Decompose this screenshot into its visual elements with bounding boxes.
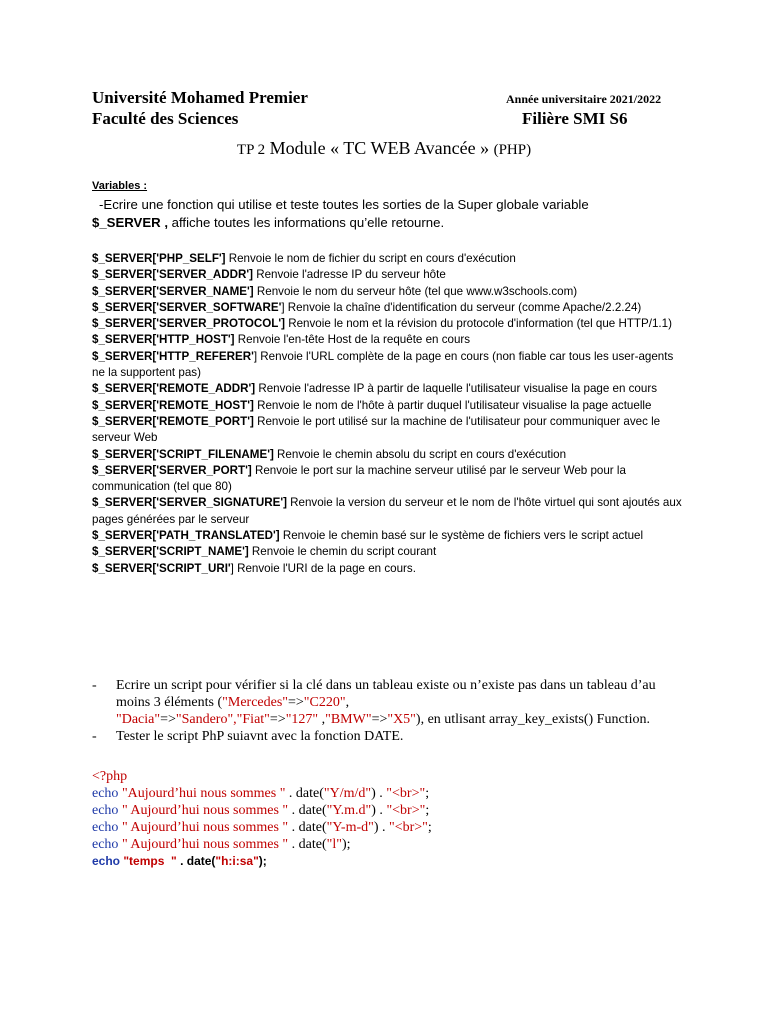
code-line: echo "Aujourd’hui nous sommes " . date("Y/m/d") . "<br>"; bbox=[92, 786, 430, 801]
server-variable-item bbox=[92, 332, 682, 348]
server-variable-key: $_SERVER['SERVER_ADDR'] bbox=[92, 268, 254, 282]
exercise-1-text-b: ), en utlisant array_key_exists() Function. bbox=[415, 712, 650, 727]
server-variable-key: $_SERVER['SCRIPT_FILENAME'] bbox=[92, 447, 274, 461]
array-key: "BMW" bbox=[325, 712, 372, 727]
array-arrow: => bbox=[288, 695, 304, 710]
server-variable-item bbox=[92, 381, 682, 397]
server-variable-item bbox=[92, 495, 682, 528]
server-variable-item bbox=[92, 414, 682, 447]
code-line: echo " Aujourd’hui nous sommes " . date("l"); bbox=[92, 837, 351, 852]
server-variables-list bbox=[92, 251, 682, 577]
server-variable-description: Renvoie le nom du serveur hôte (tel que www.w3schools.com) bbox=[253, 284, 578, 298]
array-key: "Dacia" bbox=[116, 712, 161, 727]
server-variable-key: $_SERVER['SERVER_NAME'] bbox=[92, 284, 254, 298]
instruction-line-2-text: affiche toutes les informations qu’elle retourne. bbox=[168, 215, 445, 230]
server-variable-description: ] Renvoie l'URL complète de la page en cours (non fiable car tous les user-agents ne la supportent pas) bbox=[92, 349, 674, 380]
code-line: echo " Aujourd’hui nous sommes " . date("Y.m.d") . "<br>"; bbox=[92, 803, 430, 818]
server-variable-description: Renvoie le nom de fichier du script en cours d'exécution bbox=[225, 252, 516, 265]
server-variable-description: Renvoie le chemin absolu du script en cours d'exécution bbox=[273, 447, 567, 461]
server-variable-item bbox=[92, 267, 682, 283]
filiere-label: Filière SMI S6 bbox=[522, 109, 628, 128]
array-arrow: => bbox=[269, 712, 286, 727]
server-variable-item bbox=[92, 284, 682, 300]
server-variable-description: Renvoie l'en-tête Host de la requête en cours bbox=[234, 333, 471, 347]
server-variable-description: Renvoie le nom et la révision du protocole d'information (tel que HTTP/1.1) bbox=[285, 317, 672, 331]
server-variable-description: Renvoie la version du serveur et le nom de l'hôte virtuel qui sont ajoutés aux pages générées par le serveur bbox=[92, 496, 682, 526]
server-variable-key: $_SERVER['REMOTE_HOST'] bbox=[92, 398, 254, 412]
server-variable-item bbox=[92, 528, 682, 544]
server-variable-key: $_SERVER['SERVER_PORT'] bbox=[92, 463, 252, 477]
server-variable-description: Renvoie le port utilisé sur la machine de l'utilisateur pour communiquer avec le serveur Web bbox=[92, 414, 661, 445]
server-variable-item bbox=[92, 561, 682, 577]
server-variable-item bbox=[92, 251, 682, 267]
server-variable-key: $_SERVER['SCRIPT_URI' bbox=[92, 561, 231, 575]
variables-heading: Variables : bbox=[92, 180, 148, 192]
instruction-line-1: -Ecrire une fonction qui utilise et teste toutes les sorties de la Super globale variable bbox=[99, 197, 589, 212]
server-variable-description: Renvoie le chemin basé sur le système de fichiers vers le script actuel bbox=[279, 529, 644, 543]
server-variable-item bbox=[92, 463, 682, 496]
server-variable-description: Renvoie le nom de l'hôte à partir duquel l'utilisateur visualise la page actuelle bbox=[253, 398, 652, 412]
array-arrow: => bbox=[371, 712, 388, 727]
exercise-item bbox=[92, 677, 672, 728]
instruction-line-2 bbox=[92, 214, 692, 232]
server-variable-item bbox=[92, 544, 682, 560]
list-dash: - bbox=[92, 678, 97, 693]
exercise-1-text-a: Ecrire un script pour vérifier si la clé dans un tableau existe ou n’existe pas dans un tableau d’au moins 3 éléments ( bbox=[116, 678, 656, 710]
server-variable-key: $_SERVER['REMOTE_PORT'] bbox=[92, 414, 254, 428]
code-line: echo " Aujourd’hui nous sommes " . date("Y-m-d") . "<br>"; bbox=[92, 820, 432, 835]
server-variable-description: ] Renvoie la chaîne d'identification du serveur (comme Apache/2.2.24) bbox=[281, 300, 642, 314]
server-variable-description: Renvoie l'adresse IP à partir de laquelle l'utilisateur visualise la page en cours bbox=[255, 382, 657, 396]
array-separator: , bbox=[318, 712, 326, 727]
server-variable-description: ] Renvoie l'URI de la page en cours. bbox=[230, 561, 416, 575]
server-variable-key: $_SERVER['SERVER_SIGNATURE'] bbox=[92, 496, 287, 510]
server-variable-description: Renvoie le port sur la machine serveur utilisé par le serveur Web pour la communication (tel que 80) bbox=[92, 463, 626, 494]
university-name: Université Mohamed Premier bbox=[92, 88, 308, 107]
server-variable-key: $_SERVER['HTTP_REFERER' bbox=[92, 349, 254, 363]
php-code-block bbox=[92, 768, 652, 870]
server-variable-item bbox=[92, 398, 682, 414]
array-arrow: => bbox=[160, 712, 176, 727]
tp-number: TP 2 bbox=[236, 142, 266, 158]
server-variable-item bbox=[92, 349, 682, 382]
server-variable-key: $_SERVER['REMOTE_ADDR'] bbox=[92, 382, 256, 396]
server-variable-key: $_SERVER['SERVER_SOFTWARE' bbox=[92, 300, 282, 314]
server-variable-key: $_SERVER['HTTP_HOST'] bbox=[92, 333, 235, 347]
variables-instruction bbox=[92, 196, 692, 232]
server-variable-description: Renvoie le chemin du script courant bbox=[248, 545, 437, 559]
server-variable-key: $_SERVER['PATH_TRANSLATED'] bbox=[92, 529, 280, 543]
server-variable-item bbox=[92, 447, 682, 463]
array-value: "C220" bbox=[303, 695, 346, 710]
server-variable-name: $_SERVER , bbox=[92, 215, 168, 230]
faculty-name: Faculté des Sciences bbox=[92, 109, 239, 128]
server-variable-key: $_SERVER['SERVER_PROTOCOL'] bbox=[92, 317, 286, 331]
array-value: "X5" bbox=[387, 712, 416, 727]
code-line: echo "temps " . date("h:i:sa"); bbox=[92, 854, 267, 868]
array-value: "Sandero","Fiat" bbox=[175, 712, 270, 727]
academic-year: Année universitaire 2021/2022 bbox=[506, 92, 662, 106]
server-variable-item bbox=[92, 300, 682, 316]
server-variable-item bbox=[92, 316, 682, 332]
server-variable-key: $_SERVER['PHP_SELF'] bbox=[92, 252, 226, 265]
server-variable-description: Renvoie l'adresse IP du serveur hôte bbox=[253, 268, 446, 282]
exercise-2-text: Tester le script PhP suiavnt avec la fonction DATE. bbox=[116, 729, 404, 744]
language-label: (PHP) bbox=[493, 142, 532, 158]
list-dash: - bbox=[92, 729, 97, 744]
server-variable-key: $_SERVER['SCRIPT_NAME'] bbox=[92, 545, 249, 559]
array-key: "Mercedes" bbox=[222, 695, 288, 710]
array-separator: , bbox=[345, 695, 350, 710]
module-name: Module « TC WEB Avancée » bbox=[269, 138, 490, 158]
exercise-item bbox=[92, 728, 672, 745]
array-value: "127" bbox=[285, 712, 319, 727]
page-title bbox=[0, 138, 768, 159]
exercise-list bbox=[92, 677, 672, 745]
php-open-tag: <?php bbox=[92, 769, 128, 784]
